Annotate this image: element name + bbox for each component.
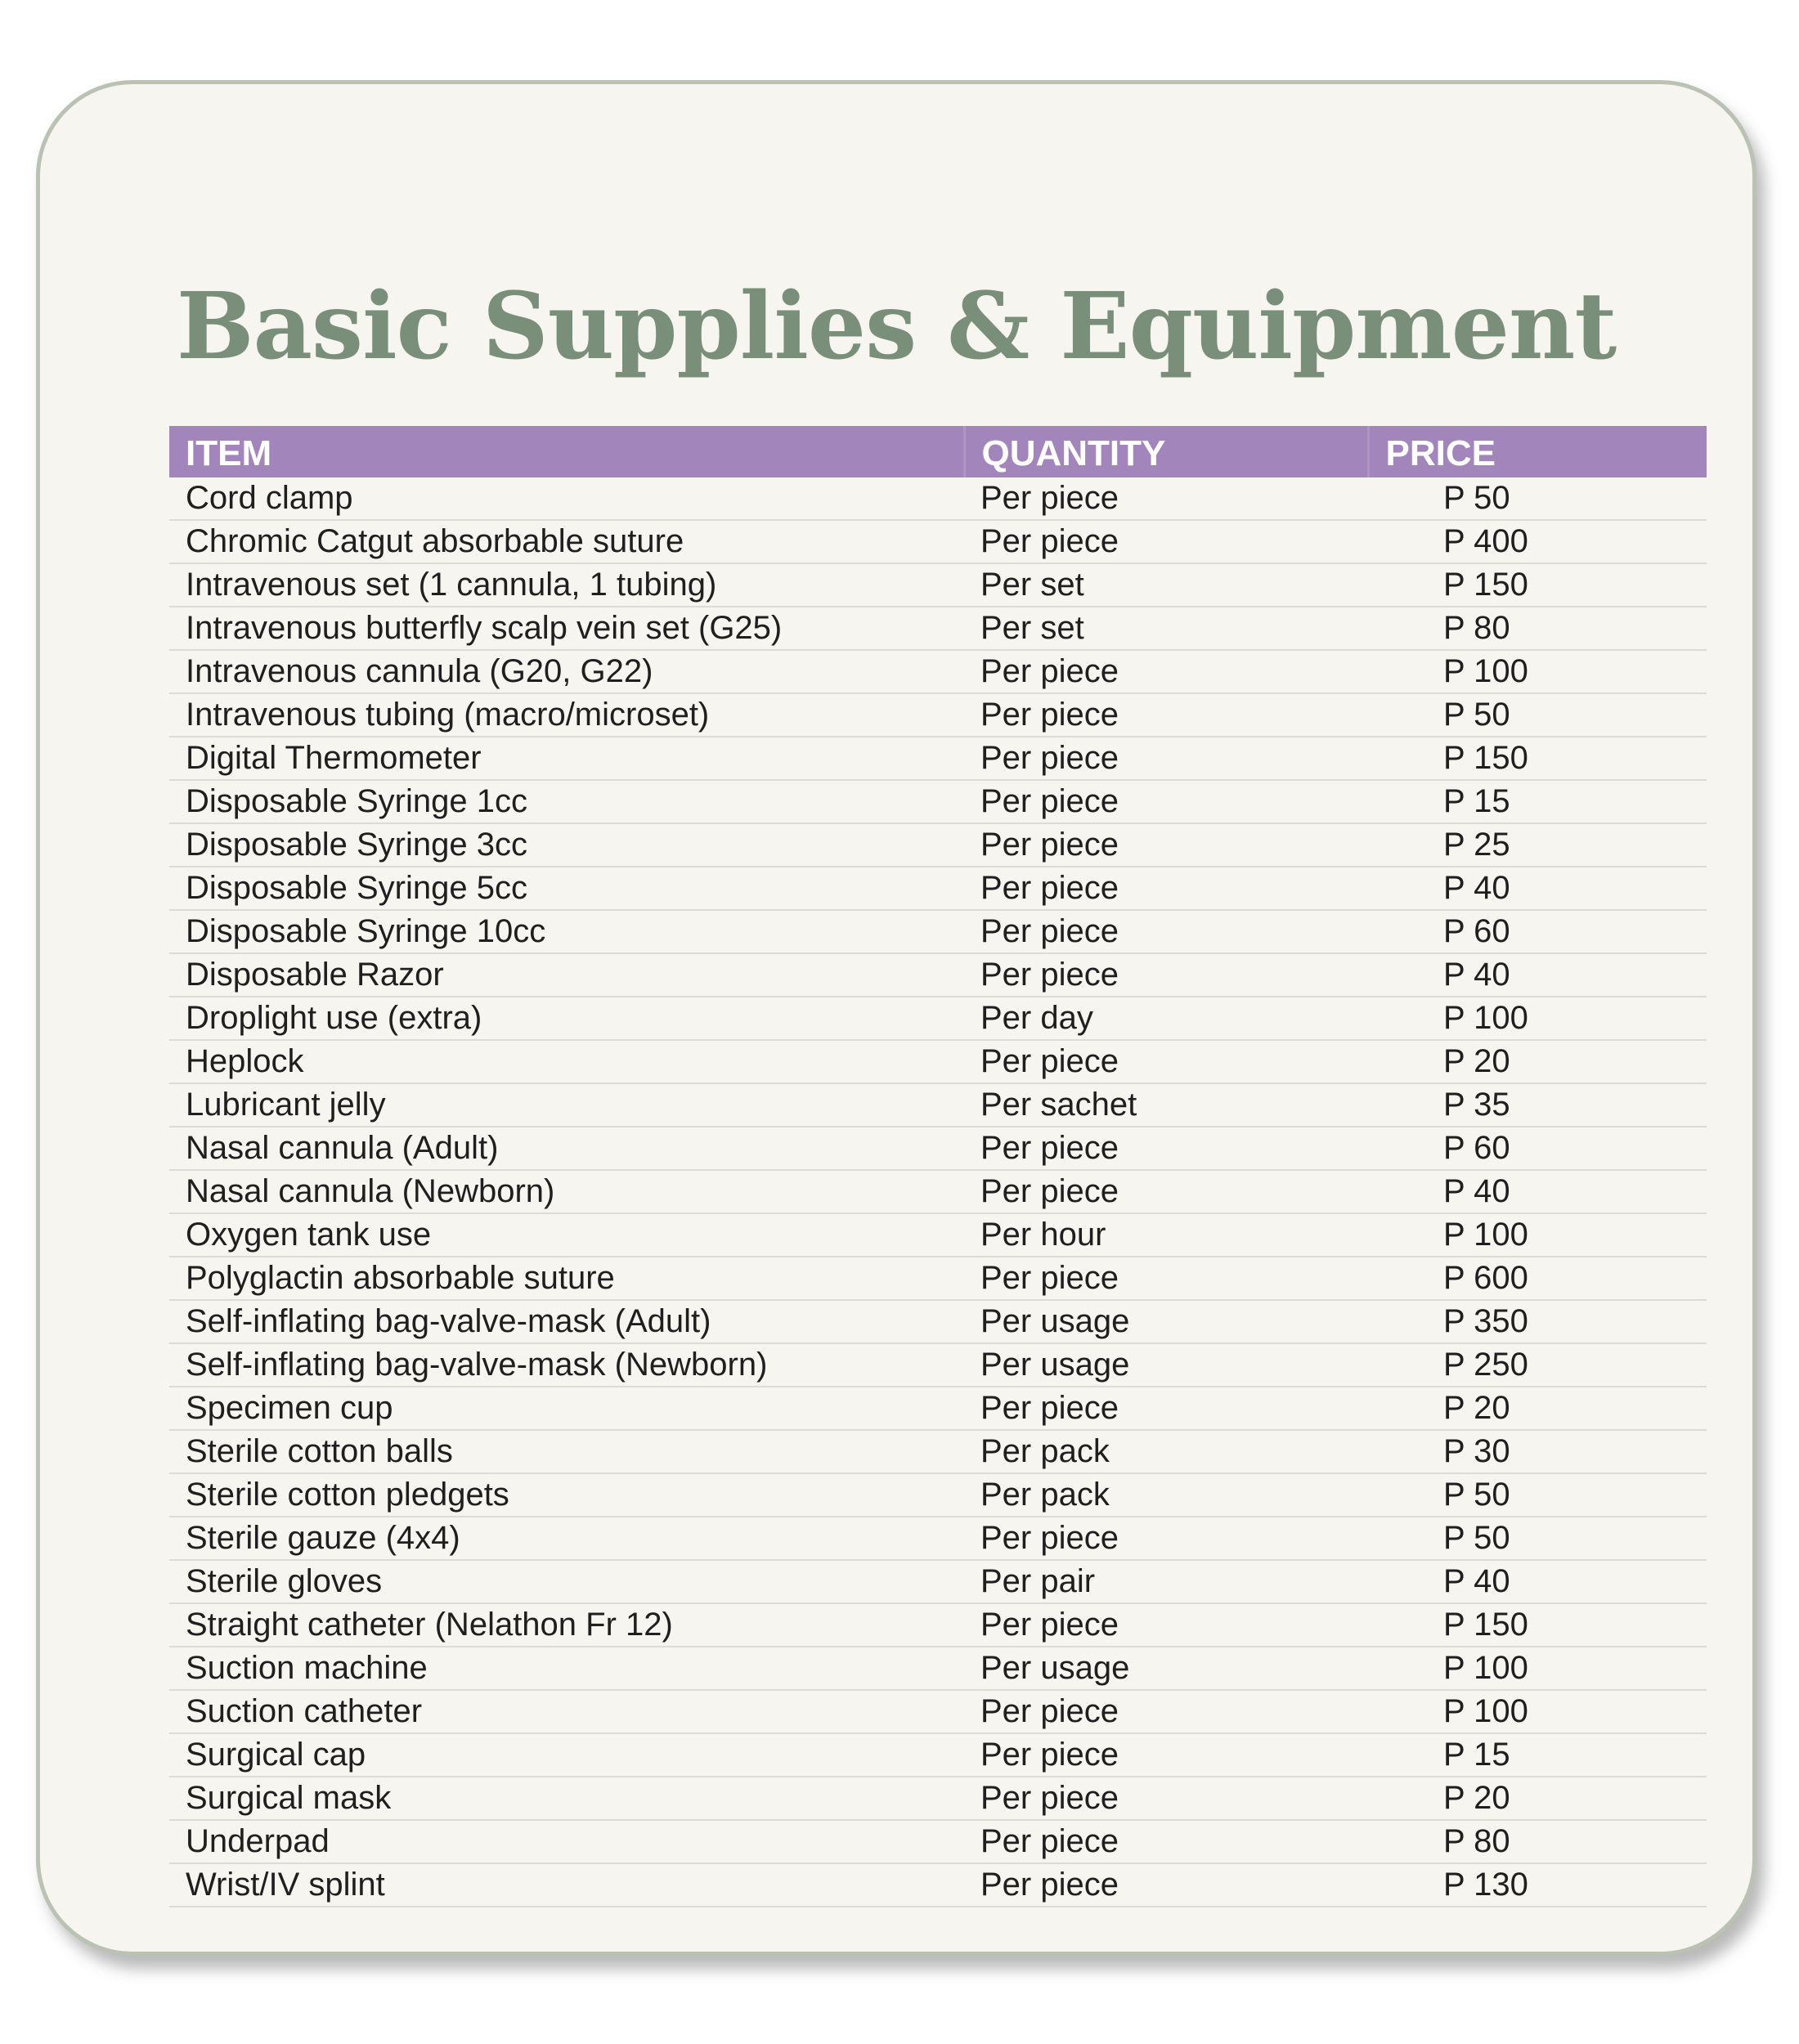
quantity-cell: Per piece (964, 1127, 1368, 1170)
price-cell: P 80 (1368, 607, 1707, 650)
table-row (169, 1473, 1707, 1517)
price-cell: P 150 (1368, 1603, 1707, 1647)
item-name-cell: Droplight use (extra) (169, 997, 964, 1040)
quantity-cell: Per piece (964, 823, 1368, 867)
table-header (169, 426, 1707, 477)
item-name-cell: Surgical mask (169, 1777, 964, 1820)
table-row (169, 563, 1707, 607)
supplies-price-table (169, 426, 1707, 1907)
quantity-cell: Per piece (964, 1257, 1368, 1300)
table-row (169, 1647, 1707, 1690)
item-name-cell: Intravenous cannula (G20, G22) (169, 650, 964, 693)
item-name-cell: Suction machine (169, 1647, 964, 1690)
item-name-cell: Sterile gauze (4x4) (169, 1517, 964, 1560)
page-title: Basic Supplies & Equipment (176, 273, 1617, 380)
table-row (169, 1387, 1707, 1430)
price-cell: P 20 (1368, 1777, 1707, 1820)
table-row (169, 867, 1707, 910)
table-row (169, 997, 1707, 1040)
item-name-cell: Intravenous set (1 cannula, 1 tubing) (169, 563, 964, 607)
item-name-cell: Self-inflating bag-valve-mask (Adult) (169, 1300, 964, 1343)
quantity-cell: Per piece (964, 1387, 1368, 1430)
quantity-cell: Per piece (964, 910, 1368, 953)
price-cell: P 400 (1368, 520, 1707, 563)
price-cell: P 15 (1368, 780, 1707, 823)
item-name-cell: Heplock (169, 1040, 964, 1083)
table-row (169, 1213, 1707, 1257)
item-name-cell: Cord clamp (169, 477, 964, 520)
table-row (169, 737, 1707, 780)
item-name-cell: Underpad (169, 1820, 964, 1863)
table-row (169, 1040, 1707, 1083)
table-row (169, 1690, 1707, 1733)
item-name-cell: Chromic Catgut absorbable suture (169, 520, 964, 563)
price-cell: P 250 (1368, 1343, 1707, 1387)
item-name-cell: Nasal cannula (Newborn) (169, 1170, 964, 1213)
quantity-cell: Per day (964, 997, 1368, 1040)
price-cell: P 30 (1368, 1430, 1707, 1473)
quantity-cell: Per piece (964, 520, 1368, 563)
table-row (169, 607, 1707, 650)
column-header-quantity: QUANTITY (964, 426, 1368, 477)
item-name-cell: Self-inflating bag-valve-mask (Newborn) (169, 1343, 964, 1387)
item-name-cell: Lubricant jelly (169, 1083, 964, 1127)
quantity-cell: Per piece (964, 1820, 1368, 1863)
price-cell: P 50 (1368, 1473, 1707, 1517)
price-cell: P 40 (1368, 867, 1707, 910)
quantity-cell: Per set (964, 563, 1368, 607)
quantity-cell: Per usage (964, 1647, 1368, 1690)
item-name-cell: Disposable Razor (169, 953, 964, 997)
price-cell: P 150 (1368, 737, 1707, 780)
quantity-cell: Per piece (964, 1690, 1368, 1733)
table-body (169, 477, 1707, 1907)
item-name-cell: Disposable Syringe 5cc (169, 867, 964, 910)
quantity-cell: Per hour (964, 1213, 1368, 1257)
table-row (169, 1170, 1707, 1213)
table-header-row (169, 426, 1707, 477)
item-name-cell: Straight catheter (Nelathon Fr 12) (169, 1603, 964, 1647)
price-cell: P 50 (1368, 477, 1707, 520)
table-row (169, 1257, 1707, 1300)
table-row (169, 1127, 1707, 1170)
item-name-cell: Sterile cotton balls (169, 1430, 964, 1473)
table-row (169, 1603, 1707, 1647)
quantity-cell: Per piece (964, 650, 1368, 693)
quantity-cell: Per pack (964, 1430, 1368, 1473)
item-name-cell: Polyglactin absorbable suture (169, 1257, 964, 1300)
quantity-cell: Per piece (964, 477, 1368, 520)
quantity-cell: Per piece (964, 1603, 1368, 1647)
item-name-cell: Suction catheter (169, 1690, 964, 1733)
price-cell: P 50 (1368, 693, 1707, 737)
table-row (169, 693, 1707, 737)
item-name-cell: Oxygen tank use (169, 1213, 964, 1257)
price-cell: P 20 (1368, 1040, 1707, 1083)
quantity-cell: Per sachet (964, 1083, 1368, 1127)
item-name-cell: Surgical cap (169, 1733, 964, 1777)
price-cell: P 60 (1368, 910, 1707, 953)
column-header-price: PRICE (1368, 426, 1707, 477)
item-name-cell: Disposable Syringe 3cc (169, 823, 964, 867)
price-cell: P 600 (1368, 1257, 1707, 1300)
table-row (169, 1430, 1707, 1473)
price-cell: P 40 (1368, 953, 1707, 997)
item-name-cell: Wrist/IV splint (169, 1863, 964, 1907)
column-header-item: ITEM (169, 426, 964, 477)
item-name-cell: Intravenous tubing (macro/microset) (169, 693, 964, 737)
table-row (169, 1560, 1707, 1603)
price-cell: P 350 (1368, 1300, 1707, 1343)
item-name-cell: Nasal cannula (Adult) (169, 1127, 964, 1170)
quantity-cell: Per piece (964, 1733, 1368, 1777)
quantity-cell: Per pair (964, 1560, 1368, 1603)
price-cell: P 100 (1368, 1690, 1707, 1733)
price-cell: P 20 (1368, 1387, 1707, 1430)
quantity-cell: Per pack (964, 1473, 1368, 1517)
quantity-cell: Per piece (964, 1170, 1368, 1213)
table-row (169, 1083, 1707, 1127)
table-row (169, 1733, 1707, 1777)
price-cell: P 150 (1368, 563, 1707, 607)
quantity-cell: Per piece (964, 693, 1368, 737)
item-name-cell: Specimen cup (169, 1387, 964, 1430)
quantity-cell: Per piece (964, 737, 1368, 780)
price-cell: P 35 (1368, 1083, 1707, 1127)
price-cell: P 100 (1368, 650, 1707, 693)
item-name-cell: Intravenous butterfly scalp vein set (G25) (169, 607, 964, 650)
price-cell: P 25 (1368, 823, 1707, 867)
table-row (169, 823, 1707, 867)
table-row (169, 1343, 1707, 1387)
item-name-cell: Disposable Syringe 10cc (169, 910, 964, 953)
item-name-cell: Digital Thermometer (169, 737, 964, 780)
item-name-cell: Sterile cotton pledgets (169, 1473, 964, 1517)
quantity-cell: Per piece (964, 1517, 1368, 1560)
quantity-cell: Per usage (964, 1343, 1368, 1387)
price-cell: P 40 (1368, 1560, 1707, 1603)
quantity-cell: Per piece (964, 953, 1368, 997)
quantity-cell: Per piece (964, 1040, 1368, 1083)
quantity-cell: Per piece (964, 1777, 1368, 1820)
quantity-cell: Per set (964, 607, 1368, 650)
table-row (169, 650, 1707, 693)
price-cell: P 50 (1368, 1517, 1707, 1560)
item-name-cell: Sterile gloves (169, 1560, 964, 1603)
quantity-cell: Per piece (964, 867, 1368, 910)
quantity-cell: Per piece (964, 1863, 1368, 1907)
table-row (169, 910, 1707, 953)
price-cell: P 100 (1368, 1213, 1707, 1257)
price-cell: P 40 (1368, 1170, 1707, 1213)
table-row (169, 1517, 1707, 1560)
price-list-card (36, 80, 1756, 1956)
table-row (169, 1300, 1707, 1343)
table-row (169, 780, 1707, 823)
price-cell: P 130 (1368, 1863, 1707, 1907)
table-row (169, 477, 1707, 520)
price-cell: P 60 (1368, 1127, 1707, 1170)
table-row (169, 1863, 1707, 1907)
item-name-cell: Disposable Syringe 1cc (169, 780, 964, 823)
price-cell: P 100 (1368, 997, 1707, 1040)
price-cell: P 80 (1368, 1820, 1707, 1863)
quantity-cell: Per usage (964, 1300, 1368, 1343)
price-cell: P 100 (1368, 1647, 1707, 1690)
table-row (169, 520, 1707, 563)
quantity-cell: Per piece (964, 780, 1368, 823)
table-row (169, 1777, 1707, 1820)
price-cell: P 15 (1368, 1733, 1707, 1777)
table-row (169, 953, 1707, 997)
table-row (169, 1820, 1707, 1863)
